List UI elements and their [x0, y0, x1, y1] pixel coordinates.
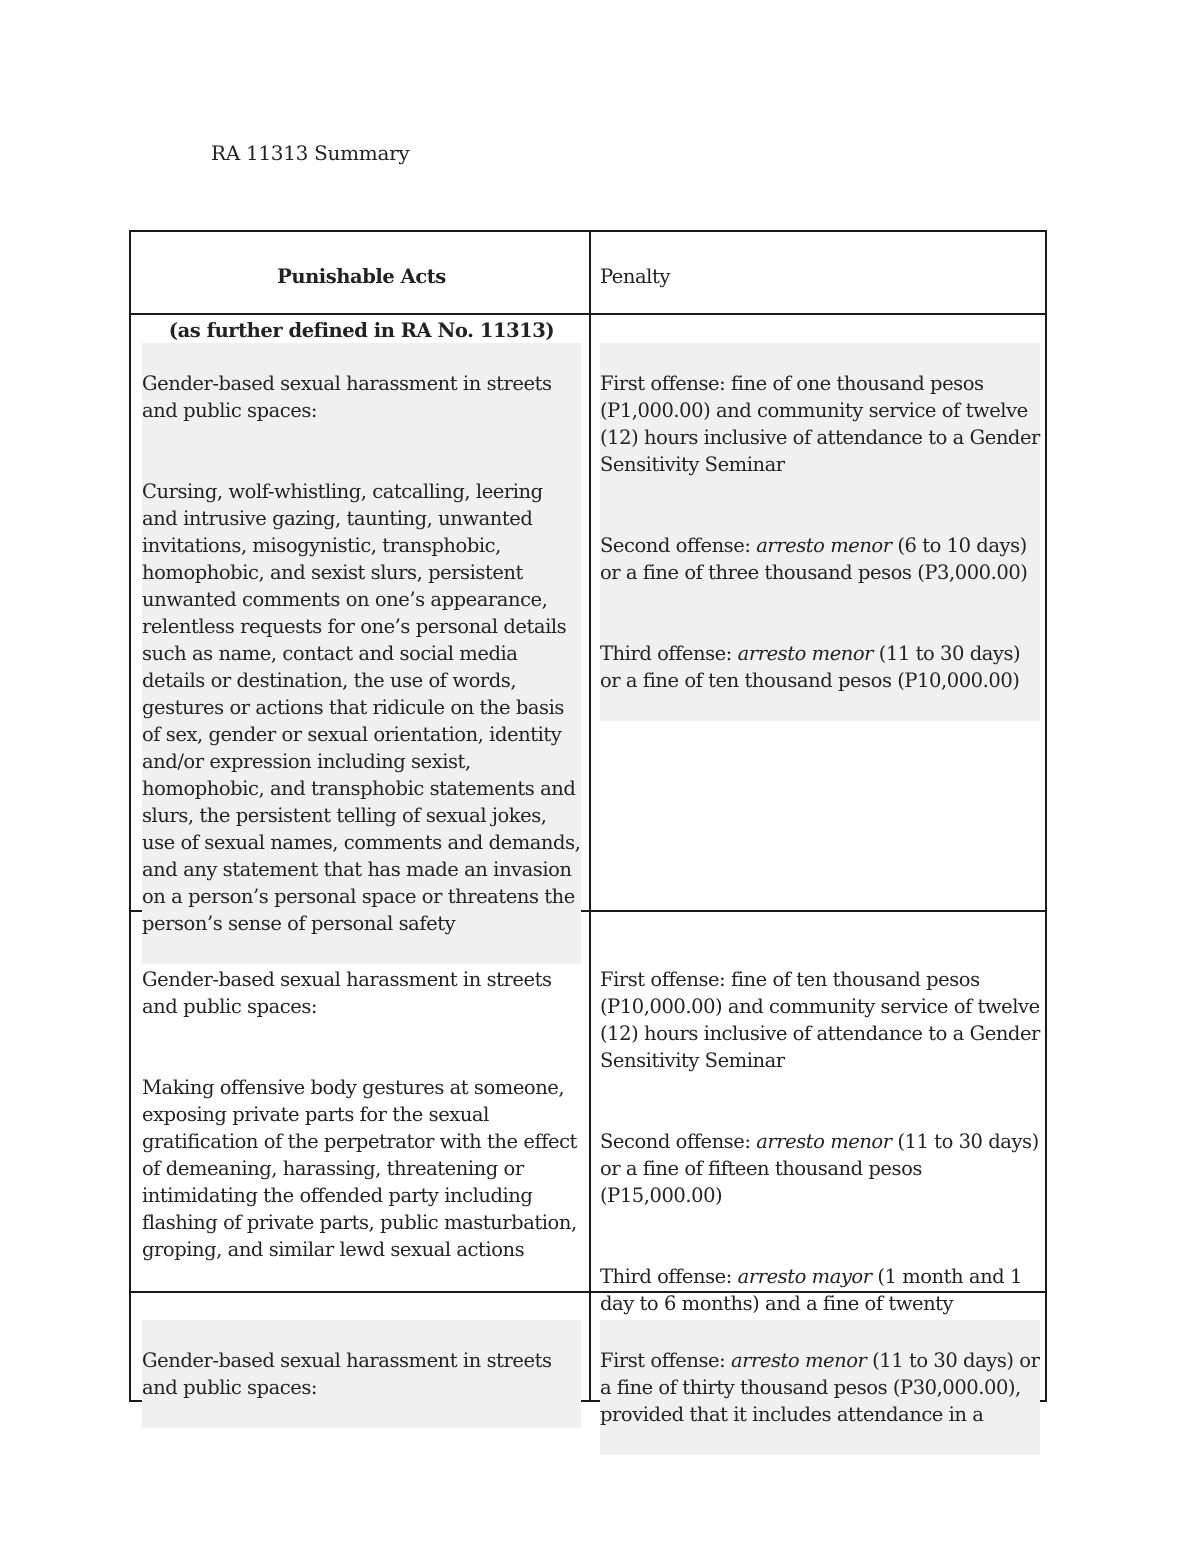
header-penalty	[600, 236, 1040, 290]
row1-act-description: Cursing, wolf-whistling, catcalling, leering and intrusive gazing, taunting, unwanted invitations, misogynistic, transphobic, homophobic, and sexist slurs, persistent unwanted comments on one’s appearance, relentless requests for one’s personal details such as name, contact and social media details or destination, the use of words, gestures or actions that ridicule on the basis of sex, gender or sexual orientation, identity and/or expression including sexist, homophobic, and transphobic statements and slurs, the persistent telling of sexual jokes, use of sexual names, comments and demands, and any statement that has made an invasion on a person’s personal space or threatens the person’s sense of personal safety	[142, 480, 581, 935]
header-col1-line1: Punishable Acts	[277, 265, 446, 288]
row1-act-cell	[142, 343, 581, 964]
row2-penalty-third-term: arresto mayor	[737, 1265, 872, 1288]
row3-penalty-cell	[600, 1320, 1040, 1455]
row2-act-description: Making offensive body gestures at someone, exposing private parts for the sexual gratification of the perpetrator with the effect of demeaning, harassing, threatening or intimidating the offended party including flashing of private parts, public masturbation, groping, and similar lewd sexual actions	[142, 1076, 577, 1261]
row2-penalty-second-detail: (11 to 30 days) or a fine of fifteen thousand pesos (P15,000.00)	[600, 1130, 1039, 1207]
row2-penalty-third-label: Third offense:	[600, 1265, 738, 1288]
document-title: RA 11313 Summary	[211, 141, 410, 165]
row1-penalty-third-detail: (11 to 30 days) or a fine of ten thousand pesos (P10,000.00)	[600, 642, 1021, 692]
row1-penalty-cell	[600, 343, 1040, 721]
row1-penalty-second-label: Second offense:	[600, 534, 757, 557]
row2-act-cell	[142, 939, 581, 1290]
penalty-table	[129, 230, 1047, 1426]
row3-penalty-first-term: arresto menor	[730, 1349, 867, 1372]
row1-penalty-second	[600, 532, 1040, 586]
row2-penalty-second	[600, 1128, 1040, 1209]
row2-act-heading: Gender-based sexual harassment in streets and public spaces:	[142, 968, 552, 1018]
row2-penalty-second-label: Second offense:	[600, 1130, 757, 1153]
row2-penalty-third-detail: (1 month and 1 day to 6 months) and a fine of twenty	[600, 1265, 1022, 1315]
row2-penalty-cell	[600, 939, 1040, 1371]
row3-act-cell	[142, 1320, 581, 1428]
row1-penalty-third-term: arresto menor	[737, 642, 874, 665]
row1-act-heading: Gender-based sexual harassment in streets and public spaces:	[142, 372, 552, 422]
row2-penalty-second-term: arresto menor	[756, 1130, 892, 1153]
row3-penalty-first	[600, 1347, 1040, 1428]
column-divider	[589, 232, 591, 1400]
row3-penalty-first-detail: (11 to 30 days) or a fine of thirty thousand pesos (P30,000.00), provided that it includes attendance in a	[600, 1349, 1040, 1426]
row1-penalty-second-term: arresto menor	[756, 534, 892, 557]
row2-penalty-first: First offense: fine of ten thousand pesos (P10,000.00) and community service of twelve (12) hours inclusive of attendance to a Gender Sensitivity Seminar	[600, 968, 1040, 1072]
row3-act-heading: Gender-based sexual harassment in streets and public spaces:	[142, 1349, 552, 1399]
row1-penalty-third	[600, 640, 1040, 694]
row1-penalty-second-detail: (6 to 10 days) or a fine of three thousand pesos (P3,000.00)	[600, 534, 1028, 584]
row1-penalty-third-label: Third offense:	[600, 642, 738, 665]
header-col1-line2: (as further defined in RA No. 11313)	[168, 319, 555, 342]
header-col2: Penalty	[600, 265, 670, 288]
row3-penalty-first-label: First offense:	[600, 1349, 731, 1372]
row1-penalty-first: First offense: fine of one thousand pesos (P1,000.00) and community service of twelve (12) hours inclusive of attendance to a Gender Sensitivity Seminar	[600, 372, 1040, 476]
